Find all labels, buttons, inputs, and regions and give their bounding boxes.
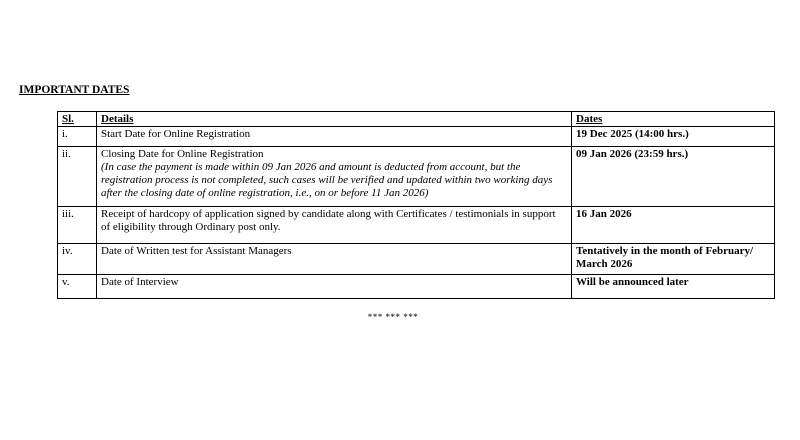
table-header-row — [58, 112, 775, 127]
section-heading: IMPORTANT DATES — [19, 84, 130, 96]
column-header-sl: Sl. — [58, 112, 97, 127]
table-row — [58, 275, 775, 299]
row-date: 19 Dec 2025 (14:00 hrs.) — [572, 127, 775, 147]
row-date: Tentatively in the month of February/ March 2026 — [572, 244, 775, 275]
table-row — [58, 207, 775, 244]
row-sl: i. — [58, 127, 97, 147]
important-dates-table — [57, 111, 775, 299]
row-detail: Date of Written test for Assistant Managers — [97, 244, 572, 275]
row-sl: iv. — [58, 244, 97, 275]
row-date: Will be announced later — [572, 275, 775, 299]
table-row — [58, 147, 775, 207]
row-detail: Date of Interview — [97, 275, 572, 299]
row-sl: v. — [58, 275, 97, 299]
table-row — [58, 127, 775, 147]
row-sl: iii. — [58, 207, 97, 244]
row-note: (In case the payment is made within 09 Jan 2026 and amount is deducted from account, but the registration process is not completed, such cases will be verified and updated within two working days after the closing date of online registration, i.e., on or before 11 Jan 2026) — [101, 161, 553, 199]
row-detail-cell — [97, 147, 572, 207]
row-date: 16 Jan 2026 — [572, 207, 775, 244]
row-detail: Closing Date for Online Registration — [101, 148, 264, 160]
column-header-dates: Dates — [572, 112, 775, 127]
row-detail: Receipt of hardcopy of application signed by candidate along with Certificates / testimonials in support of eligibility through Ordinary post only. — [97, 207, 572, 244]
row-detail: Start Date for Online Registration — [97, 127, 572, 147]
column-header-details: Details — [97, 112, 572, 127]
row-date: 09 Jan 2026 (23:59 hrs.) — [572, 147, 775, 207]
table-row — [58, 244, 775, 275]
row-sl: ii. — [58, 147, 97, 207]
end-mark: *** *** *** — [367, 312, 419, 322]
